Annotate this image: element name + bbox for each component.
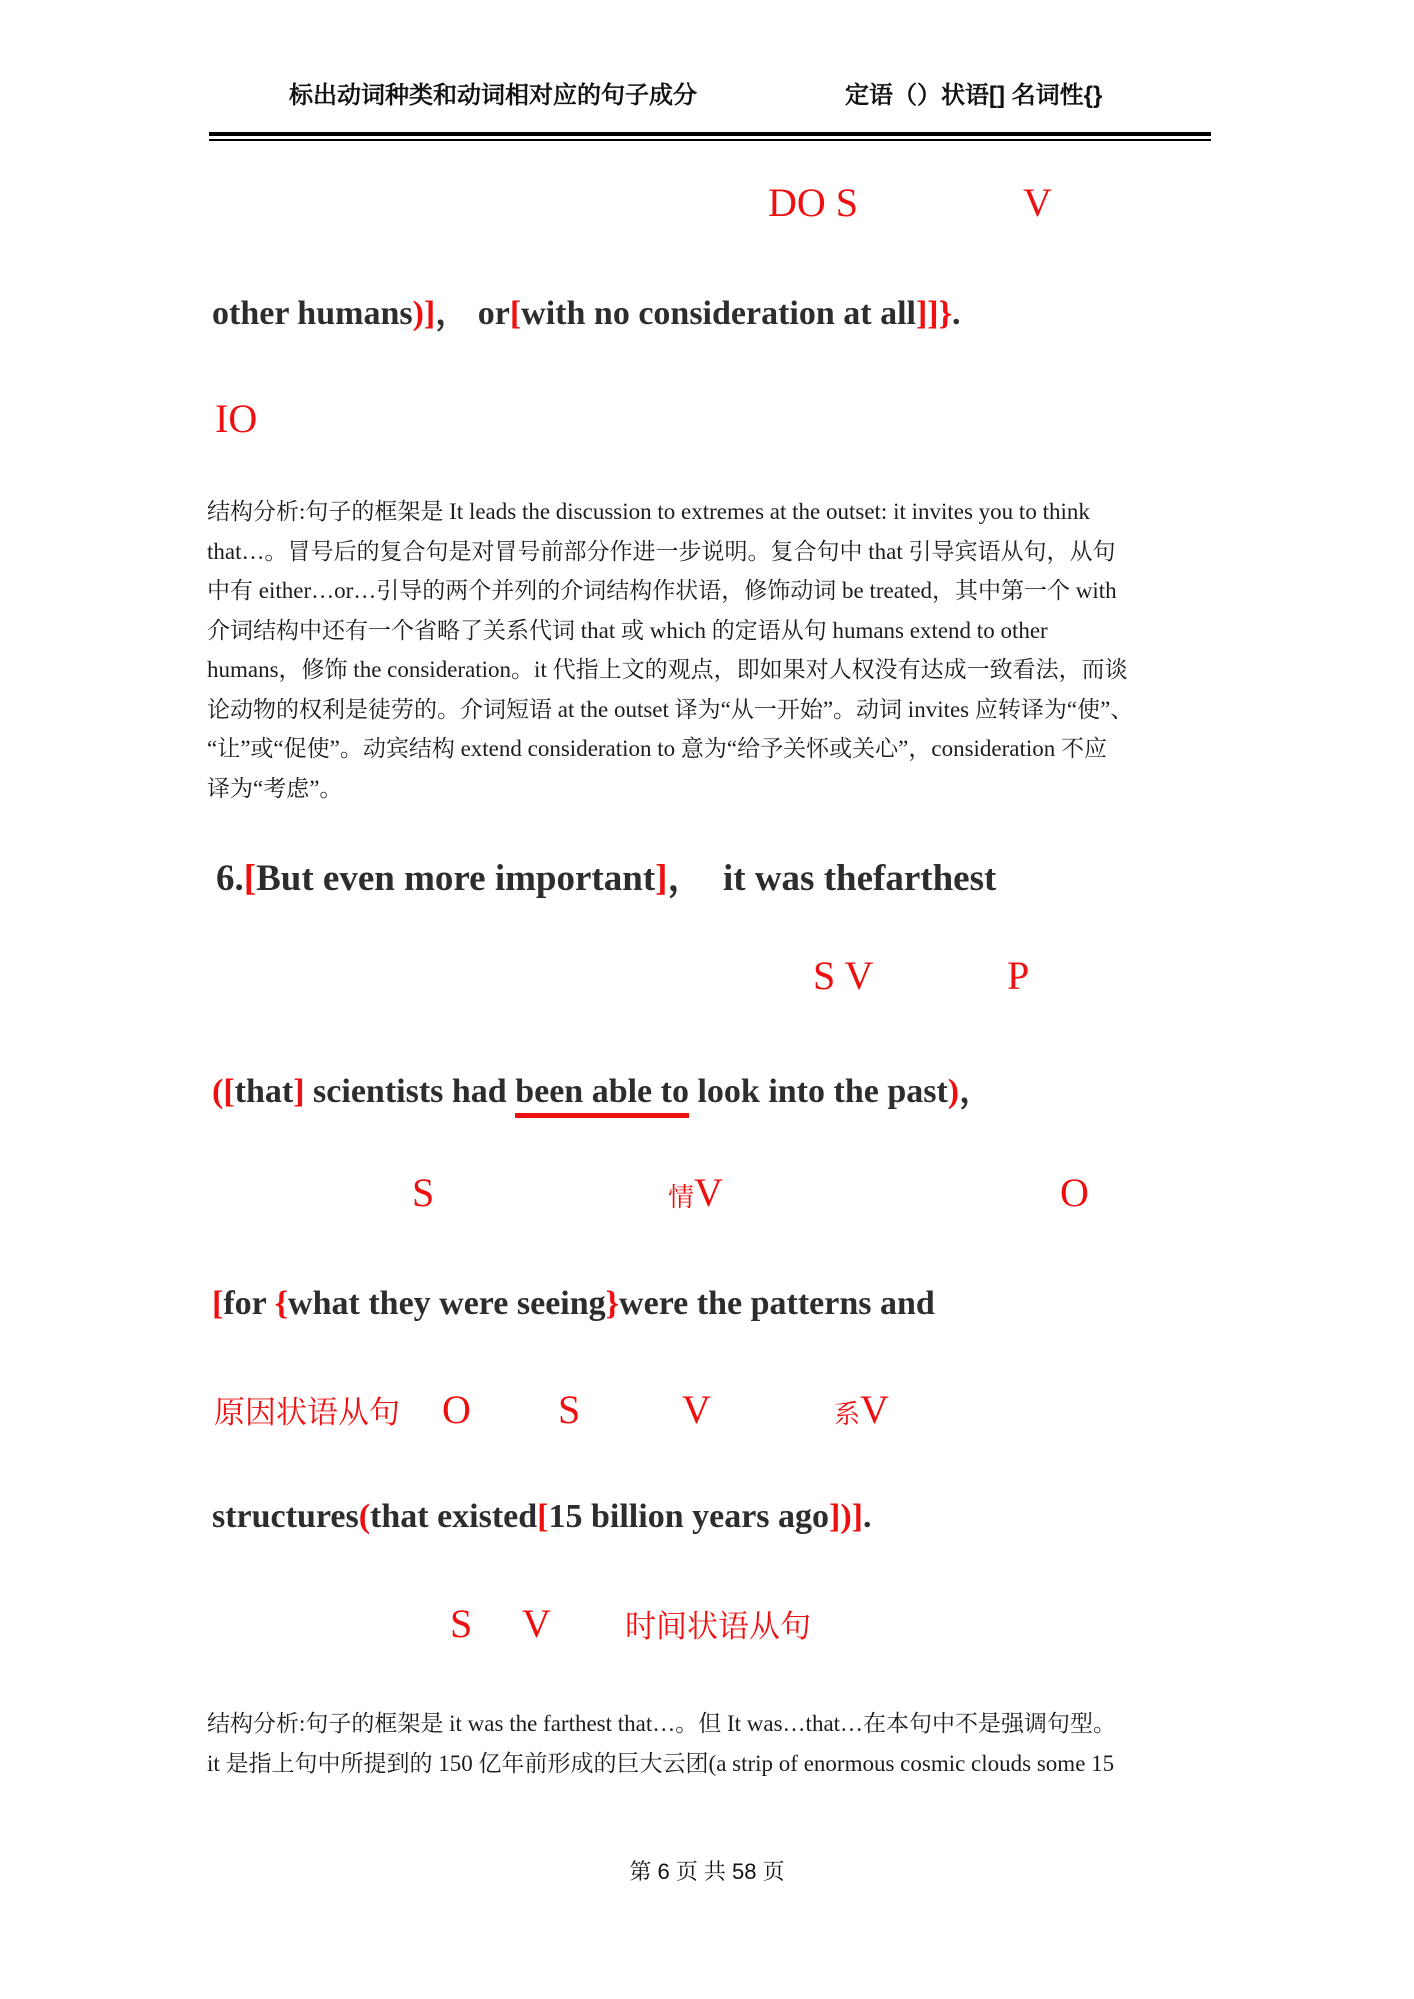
sentence-line-2: ([that] scientists had been able to look into the past)， xyxy=(212,1069,993,1115)
header-rule xyxy=(209,132,1211,141)
analysis-line: 结构分析:句子的框架是 It leads the discussion to extremes at the outset: it invites you to think xyxy=(207,499,1090,524)
label-v: V xyxy=(682,1387,711,1432)
label-time-adverbial-clause: 时间状语从句 xyxy=(625,1609,811,1644)
analysis-line: 论动物的权利是徒劳的。介词短语 at the outset 译为“从一开始”。动词 invites 应转译为“使”、 xyxy=(207,696,1134,722)
sentence-line-3: [for {what they were seeing}were the patterns and xyxy=(212,1285,935,1322)
sentence-line-1: other humans)]， or[with no consideration at all]]}. xyxy=(212,295,961,332)
sentence-heading-6: 6.[But even more important]， it was thefarthest xyxy=(216,858,997,899)
annotation-row-4 xyxy=(0,1388,1414,1432)
sentence-line-4: structures(that existed[15 billion years ago])]. xyxy=(212,1498,872,1535)
label-reason-adverbial-clause: 原因状语从句 xyxy=(214,1395,400,1430)
label-s: S xyxy=(558,1387,581,1432)
analysis-line: 介词结构中还有一个省略了关系代词 that 或 which 的定语从句 humans extend to other xyxy=(207,617,1048,643)
label-io: IO xyxy=(215,396,258,441)
annotation-row-2 xyxy=(0,954,1414,998)
label-s-v: S V xyxy=(813,953,874,998)
label-o: O xyxy=(442,1387,471,1432)
header-bracket-legend: 定语（）状语[] 名词性{} xyxy=(845,82,1103,109)
annotation-row-5 xyxy=(0,1602,1414,1646)
analysis-line: 译为“考虑”。 xyxy=(207,775,343,801)
annotation-row-io xyxy=(0,397,1414,441)
analysis-line: humans，修饰 the consideration。it 代指上文的观点，即如果对人权没有达成一致看法，而谈 xyxy=(207,657,1128,682)
annotation-row-1 xyxy=(0,181,1414,225)
label-do-s: DO S xyxy=(768,180,859,225)
analysis-line: it 是指上句中所提到的 150 亿年前形成的巨大云团(a strip of enormous cosmic clouds some 15 xyxy=(207,1750,1115,1776)
analysis-paragraph-2 xyxy=(207,1704,1207,1783)
label-v: V xyxy=(1023,180,1052,225)
header-title: 标出动词种类和动词相对应的句子成分 xyxy=(289,82,697,109)
page-footer: 第 6 页 共 58 页 xyxy=(629,1859,785,1884)
analysis-line: 中有 either…or…引导的两个并列的介词结构作状语，修饰动词 be treated，其中第一个 with xyxy=(207,578,1117,603)
analysis-line: that…。冒号后的复合句是对冒号前部分作进一步说明。复合句中 that 引导宾语从句，从句 xyxy=(207,538,1116,564)
label-s: S xyxy=(412,1170,435,1215)
label-s: S xyxy=(450,1601,473,1646)
label-v: V xyxy=(522,1601,551,1646)
analysis-paragraph-1 xyxy=(207,492,1207,808)
analysis-line: 结构分析:句子的框架是 it was the farthest that…。但 It was…that…在本句中不是强调句型。 xyxy=(207,1711,1117,1736)
label-o: O xyxy=(1060,1170,1089,1215)
annotation-row-3 xyxy=(0,1171,1414,1215)
analysis-line: “让”或“促使”。动宾结构 extend consideration to 意为“给予关怀或关心”，consideration 不应 xyxy=(207,736,1108,761)
label-modal-v: 情V xyxy=(668,1170,723,1215)
label-p: P xyxy=(1007,953,1030,998)
label-linking-v: 系V xyxy=(834,1387,889,1432)
